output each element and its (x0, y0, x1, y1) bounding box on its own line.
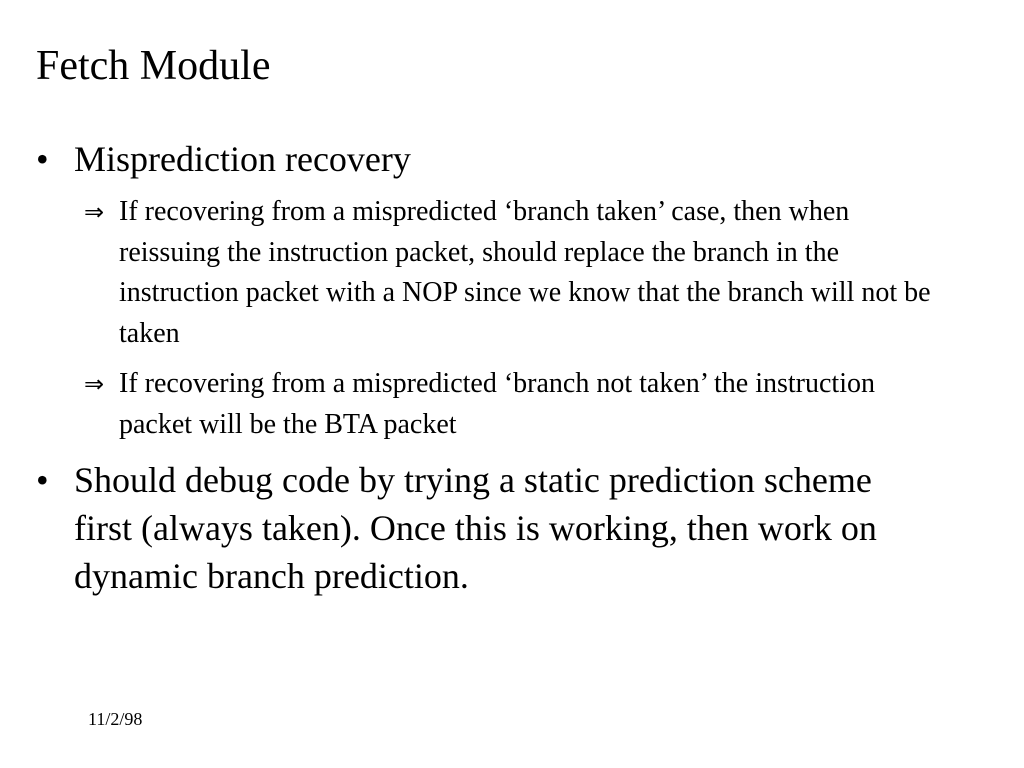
implies-arrow-icon: ⇒ (84, 198, 105, 226)
bullet-marker: • (36, 139, 49, 179)
bullet-marker: • (36, 460, 49, 500)
slide-title: Fetch Module (36, 43, 271, 89)
sub-bullet-text: If recovering from a mispredicted ‘branch taken’ case, then when reissuing the instruction packet, should replace the branch in the instruction packet with a NOP since we know that the branch will not be taken (119, 196, 931, 349)
bullet-text: Should debug code by trying a static prediction scheme first (always taken). Once this is working, then work on dynamic branch prediction. (74, 460, 877, 596)
sub-bullet-text: If recovering from a mispredicted ‘branch not taken’ the instruction packet will be the BTA packet (119, 368, 875, 440)
footer-date: 11/2/98 (88, 709, 143, 729)
implies-arrow-icon: ⇒ (84, 370, 105, 398)
bullet-text: Misprediction recovery (74, 139, 411, 179)
